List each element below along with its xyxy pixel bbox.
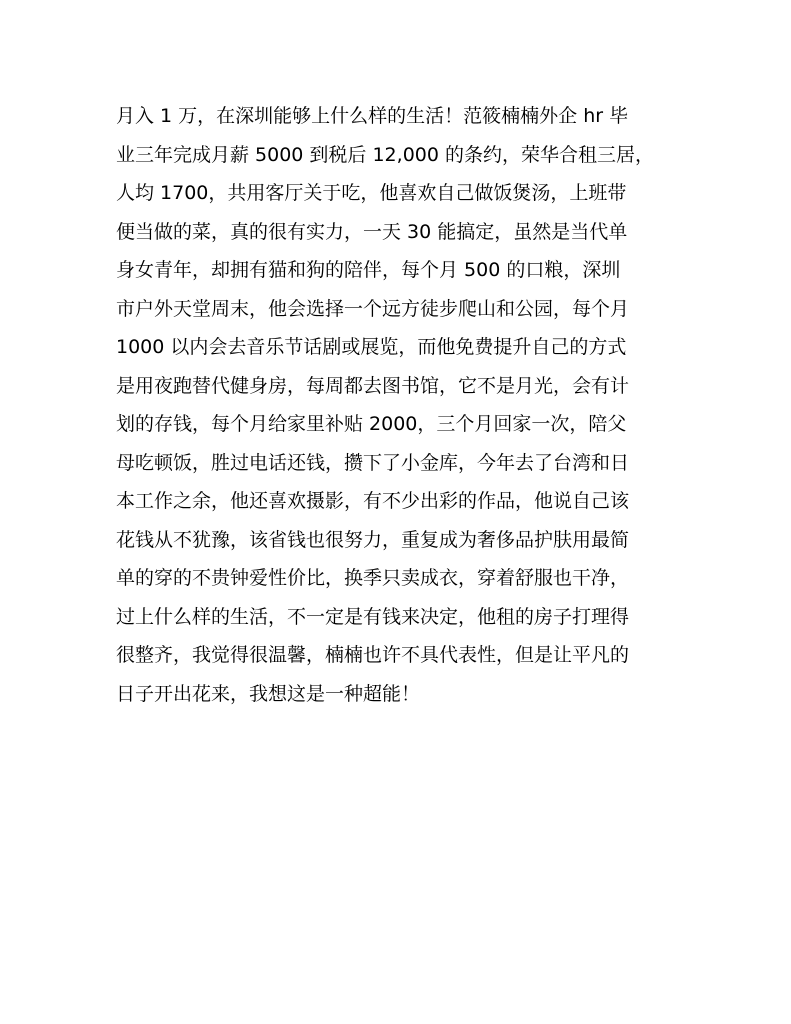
text-line: 划的存钱，每个月给家里补贴 2000，三个月回家一次，陪父 xyxy=(116,413,627,435)
text-line: 过上什么样的生活，不一定是有钱来决定，他租的房子打理得 xyxy=(116,605,630,628)
text-line: 母吃顿饭，胜过电话还钱，攒下了小金库，今年去了台湾和日 xyxy=(116,451,630,474)
text-line: 日子开出花来，我想这是一种超能！ xyxy=(116,682,421,705)
text-line: 便当做的菜，真的很有实力，一天 30 能搞定，虽然是当代单 xyxy=(116,220,628,243)
text-line: 业三年完成月薪 5000 到税后 12,000 的条约，荣华合租三居， xyxy=(116,143,654,166)
text-line: 市户外天堂周末，他会选择一个远方徒步爬山和公园，每个月 xyxy=(116,297,630,320)
text-line: 1000 以内会去音乐节话剧或展览，而他免费提升自己的方式 xyxy=(116,336,627,358)
body-paragraph xyxy=(116,97,696,713)
text-line: 本工作之余，他还喜欢摄影，有不少出彩的作品，他说自己该 xyxy=(116,490,630,512)
text-line: 很整齐，我觉得很温馨，楠楠也许不具代表性，但是让平凡的 xyxy=(116,644,630,666)
text-line: 单的穿的不贵钟爱性价比，换季只卖成衣，穿着舒服也干净， xyxy=(116,567,630,589)
text-line: 花钱从不犹豫，该省钱也很努力，重复成为奢侈品护肤用最简 xyxy=(116,528,630,551)
text-line: 身女青年，却拥有猫和狗的陪伴，每个月 500 的口粮，深圳 xyxy=(116,259,621,281)
text-line: 人均 1700，共用客厅关于吃，他喜欢自己做饭煲汤，上班带 xyxy=(116,182,627,204)
text-line: 月入 1 万，在深圳能够上什么样的生活！范筱楠楠外企 hr 毕 xyxy=(116,105,629,127)
text-line: 是用夜跑替代健身房，每周都去图书馆，它不是月光，会有计 xyxy=(116,374,630,397)
